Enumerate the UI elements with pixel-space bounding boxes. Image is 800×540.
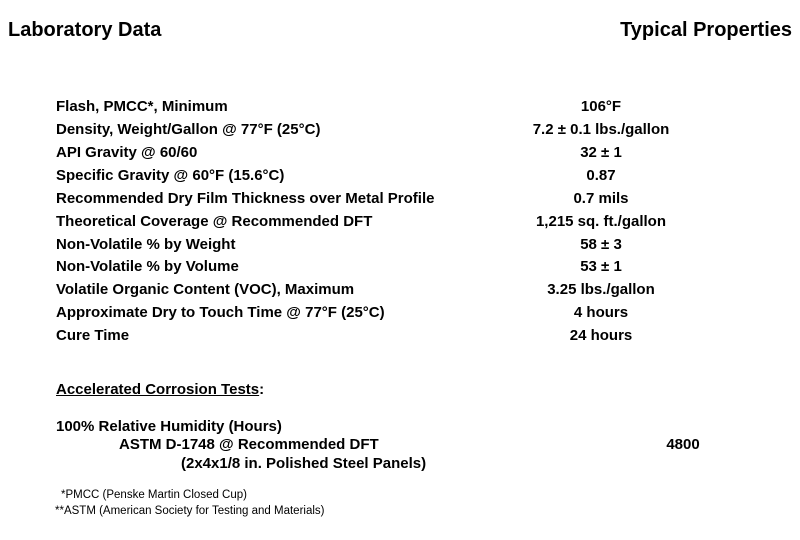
- property-label: Non-Volatile % by Weight: [56, 236, 236, 253]
- section-heading-laboratory-data: Laboratory Data: [8, 19, 162, 41]
- property-row: [56, 98, 756, 120]
- property-label: Volatile Organic Content (VOC), Maximum: [56, 281, 355, 298]
- corrosion-tests-title: Accelerated Corrosion Tests: [56, 381, 260, 398]
- property-row: [56, 121, 756, 143]
- section-heading-typical-properties: Typical Properties: [620, 19, 792, 41]
- property-value: 106°F: [580, 98, 622, 115]
- property-row: [56, 281, 756, 303]
- property-row: [56, 236, 756, 258]
- property-label: Recommended Dry Film Thickness over Metal Profile: [56, 190, 435, 207]
- property-row: [56, 213, 756, 235]
- corrosion-test-value: 4800: [666, 436, 700, 453]
- corrosion-test-panel: (2x4x1/8 in. Polished Steel Panels): [181, 455, 427, 472]
- corrosion-test-method: ASTM D-1748 @ Recommended DFT: [119, 436, 379, 453]
- property-label: Cure Time: [56, 327, 130, 344]
- property-value: 1,215 sq. ft./gallon: [535, 213, 667, 230]
- property-value: 0.87: [586, 167, 616, 184]
- property-value: 0.7 mils: [573, 190, 629, 207]
- property-label: Theoretical Coverage @ Recommended DFT: [56, 213, 373, 230]
- property-value: 3.25 lbs./gallon: [547, 281, 655, 298]
- property-value: 32 ± 1: [580, 144, 622, 161]
- property-row: [56, 144, 756, 166]
- footnote-pmcc: *PMCC (Penske Martin Closed Cup): [61, 489, 247, 501]
- property-value: 53 ± 1: [580, 258, 622, 275]
- property-row: [56, 167, 756, 189]
- property-value: 4 hours: [573, 304, 629, 321]
- property-label: Specific Gravity @ 60°F (15.6°C): [56, 167, 285, 184]
- property-row: [56, 327, 756, 349]
- property-value: 58 ± 3: [580, 236, 622, 253]
- property-label: API Gravity @ 60/60: [56, 144, 198, 161]
- property-label: Approximate Dry to Touch Time @ 77°F (25°C): [56, 304, 385, 321]
- property-row: [56, 190, 756, 212]
- property-label: Flash, PMCC*, Minimum: [56, 98, 228, 115]
- property-value: 24 hours: [569, 327, 633, 344]
- corrosion-tests-heading: [56, 381, 264, 398]
- footnote-astm: **ASTM (American Society for Testing and Materials): [55, 505, 325, 517]
- property-value: 7.2 ± 0.1 lbs./gallon: [532, 121, 670, 138]
- corrosion-test-name: 100% Relative Humidity (Hours): [56, 418, 282, 435]
- property-row: [56, 304, 756, 326]
- property-label: Non-Volatile % by Volume: [56, 258, 239, 275]
- property-row: [56, 258, 756, 280]
- property-label: Density, Weight/Gallon @ 77°F (25°C): [56, 121, 321, 138]
- corrosion-tests-colon: :: [259, 381, 265, 398]
